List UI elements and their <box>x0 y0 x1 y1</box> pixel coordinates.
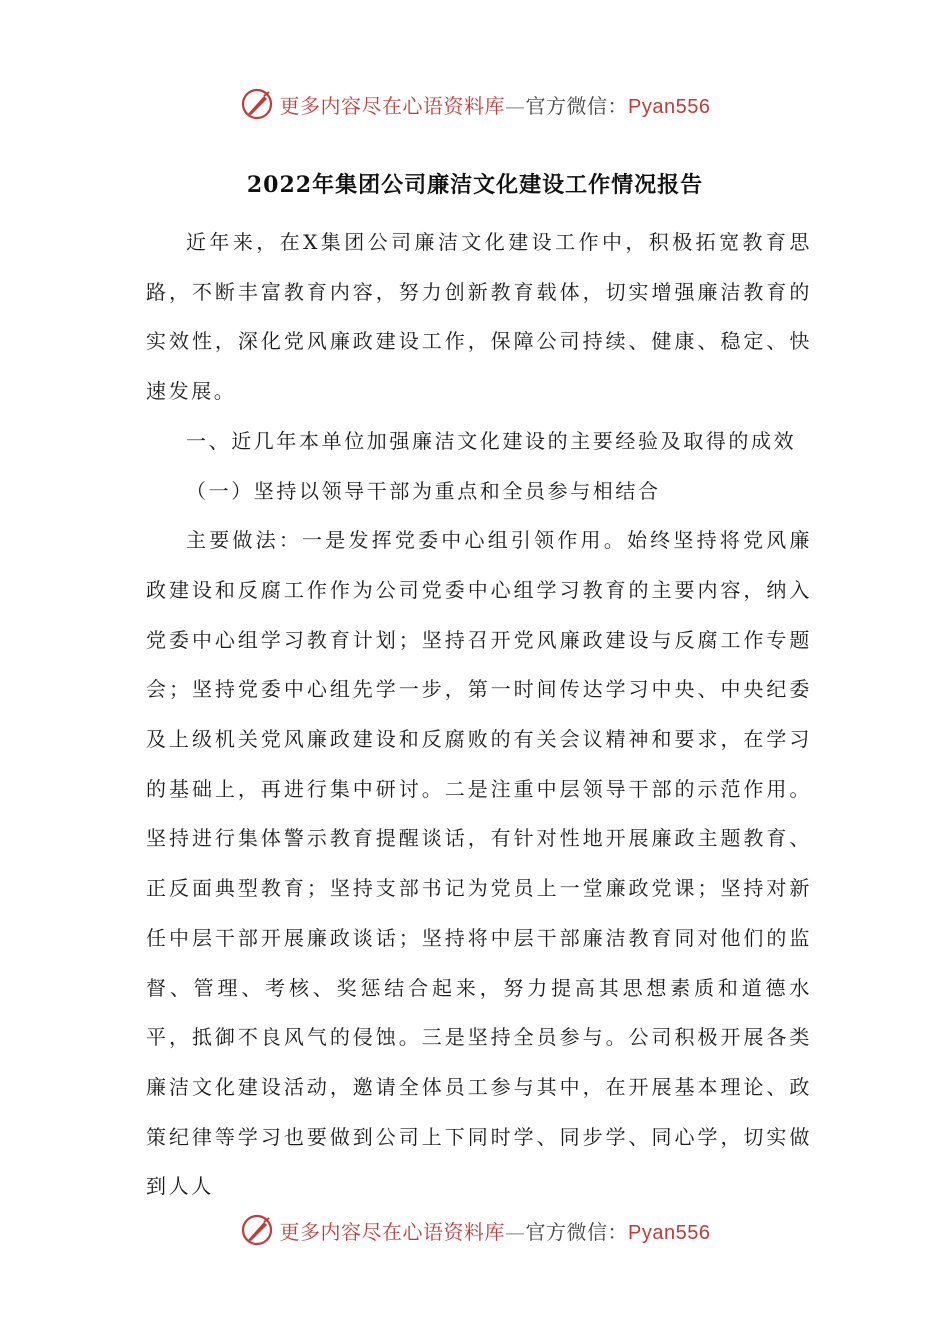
intro-paragraph: 近年来，在X集团公司廉洁文化建设工作中，积极拓宽教育思路，不断丰富教育内容，努力创新教育载体，切实增强廉洁教育的实效性，深化党风廉政建设工作，保障公司持续、健康、稳定、快速发展。 <box>146 230 812 404</box>
watermark-text <box>280 90 711 119</box>
quill-pen-logo-icon <box>240 87 274 121</box>
main-practices-paragraph: 主要做法：一是发挥党委中心组引领作用。始终坚持将党风廉政建设和反腐工作作为公司党委中心组学习教育的主要内容，纳入党委中心组学习教育计划；坚持召开党风廉政建设与反腐工作专题会；坚持党委中心组先学一步，第一时间传达学习中央、中央纪委及上级机关党风廉政建设和反腐败的有关会议精神和要求，在学习的基础上，再进行集中研讨。二是注重中层领导干部的示范作用。坚持进行集体警示教育提醒谈话，有针对性地开展廉政主题教育、正反面典型教育；坚持支部书记为党员上一堂廉政党课；坚持对新任中层干部开展廉政谈话；坚持将中层干部廉洁教育同对他们的监督、管理、考核、奖惩结合起来，努力提高其思想素质和道德水平，抵御不良风气的侵蚀。三是坚持全员参与。公司积极开展各类廉洁文化建设活动，邀请全体员工参与其中，在开展基本理论、政策纪律等学习也要做到公司上下同时学、同步学、同心学，切实做到人人 <box>146 528 812 1199</box>
watermark-text <box>280 1216 711 1245</box>
watermark-wechat-id: Pyan556 <box>628 95 711 118</box>
section-heading-1: 一、近几年本单位加强廉洁文化建设的主要经验及取得的成效 <box>186 428 797 453</box>
subsection-heading-1: （一）坚持以领导干部为重点和全员参与相结合 <box>186 478 661 503</box>
document-body <box>146 218 812 1212</box>
document-title: 2022年集团公司廉洁文化建设工作情况报告 <box>246 172 704 198</box>
watermark-wechat-label: 官方微信： <box>525 1219 629 1244</box>
header-watermark-banner <box>0 84 950 124</box>
watermark-site: 更多内容尽在心语资料库 <box>279 1219 506 1244</box>
watermark-dash: — <box>505 93 526 118</box>
watermark-site: 更多内容尽在心语资料库 <box>279 93 506 118</box>
watermark-wechat-id: Pyan556 <box>628 1221 711 1244</box>
watermark-wechat-label: 官方微信： <box>525 93 629 118</box>
quill-pen-logo-icon <box>240 1213 274 1247</box>
footer-watermark-banner <box>0 1210 950 1250</box>
watermark-dash: — <box>505 1219 526 1244</box>
